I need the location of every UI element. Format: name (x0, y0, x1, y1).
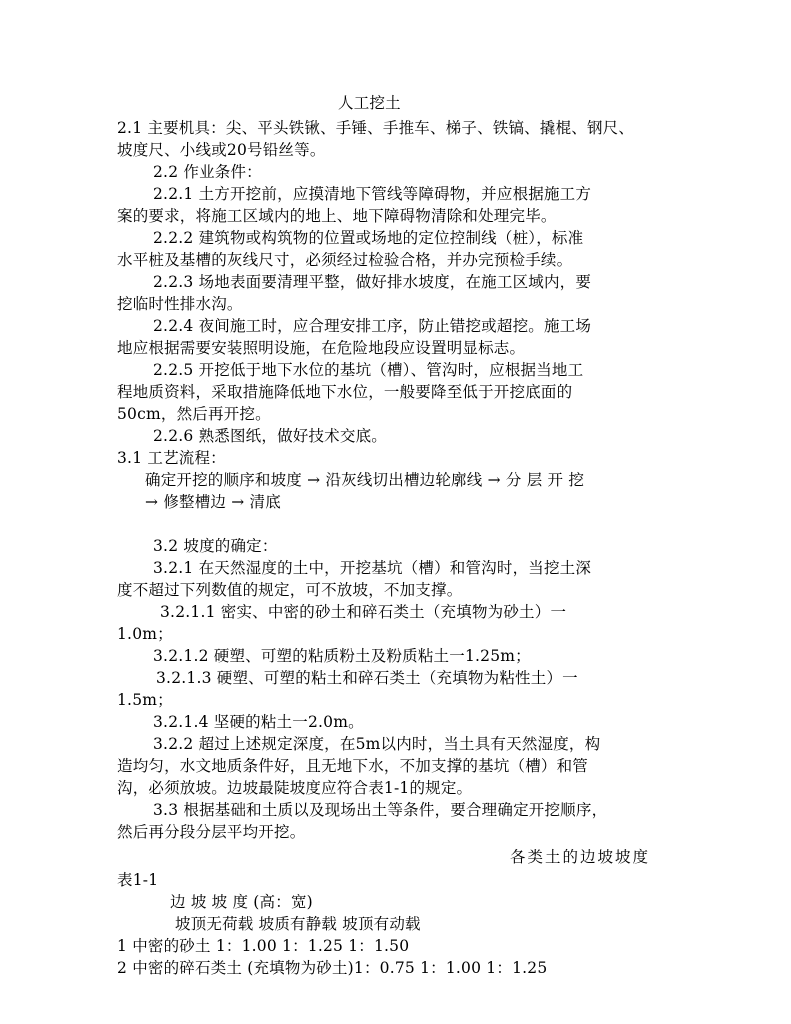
text-line: 2.2.6 熟悉图纸，做好技术交底。 (153, 427, 387, 445)
text-line: 3.2.1 在天然湿度的土中，开挖基坑（槽）和管沟时，当挖土深 (153, 559, 592, 577)
text-line: 水平桩及基槽的灰线尺寸，必须经过检验合格，并办完预检手续。 (117, 251, 573, 269)
text-line: 挖临时性排水沟。 (117, 295, 243, 313)
process-flow: 确定开挖的顺序和坡度 → 沿灰线切出槽边轮廓线 → 分 层 开 挖 (145, 471, 585, 489)
text-line: 3.2.1.2 硬塑、可塑的粘质粉土及粉质粘土一1.25m； (153, 647, 531, 665)
text-line: 沟，必须放坡。边坡最陡坡度应符合表1-1的规定。 (117, 779, 473, 797)
text-line: 地应根据需要安装照明设施，在危险地段应设置明显标志。 (117, 339, 526, 357)
text-line: 度不超过下列数值的规定，可不放坡，不加支撑。 (117, 581, 463, 599)
table-label: 表1-1 (117, 871, 159, 889)
text-line: 3.3 根据基础和土质以及现场出土等条件，要合理确定开挖顺序， (153, 801, 608, 819)
text-line: 2.2.1 土方开挖前，应摸清地下管线等障碍物，并应根据施工方 (153, 185, 592, 203)
table-header: 边 坡 坡 度 (高：宽) (170, 893, 313, 911)
text-line: 2.1 主要机具：尖、平头铁锹、手锤、手推车、梯子、铁镐、撬棍、钢尺、 (117, 119, 635, 137)
text-line: 2.2.5 开挖低于地下水位的基坑（槽）、管沟时，应根据当地工 (153, 361, 584, 379)
text-line: 1.0m； (117, 625, 173, 643)
text-line: 2.2.4 夜间施工时，应合理安排工序，防止错挖或超挖。施工场 (153, 317, 592, 335)
text-line: 3.2.1.1 密实、中密的砂土和碎石类土（充填物为砂土）一 (160, 603, 567, 621)
text-line: 然后再分段分层平均开挖。 (117, 823, 306, 841)
text-line: 3.2.2 超过上述规定深度，在5m以内时，当土具有天然湿度，构 (153, 735, 601, 753)
text-line: 3.2.1.4 坚硬的粘土一2.0m。 (153, 713, 364, 731)
process-flow: → 修整槽边 → 清底 (145, 493, 281, 511)
table-subheader: 坡顶无荷载 坡质有静载 坡顶有动载 (175, 915, 421, 933)
section-heading: 3.1 工艺流程： (117, 449, 226, 467)
text-line: 50cm，然后再开挖。 (117, 405, 271, 423)
text-line: 2.2.3 场地表面要清理平整，做好排水坡度，在施工区域内，要 (153, 273, 592, 291)
text-line: 2.2.2 建筑物或构筑物的位置或场地的定位控制线（桩），标准 (153, 229, 584, 247)
table-caption: 各类土的边坡坡度 (510, 848, 651, 866)
text-line: 3.2.1.3 硬塑、可塑的粘土和碎石类土（充填物为粘性土）一 (156, 669, 578, 687)
section-heading: 3.2 坡度的确定： (153, 537, 278, 555)
section-heading: 2.2 作业条件： (153, 163, 262, 181)
table-row: 1 中密的砂土 1：1.00 1：1.25 1：1.50 (117, 937, 410, 955)
text-line: 造均匀，水文地质条件好，且无地下水，不加支撑的基坑（槽）和管 (117, 757, 589, 775)
text-line: 程地质资料，采取措施降低地下水位，一般要降至低于开挖底面的 (117, 383, 573, 401)
table-row: 2 中密的碎石类土 (充填物为砂土)1：0.75 1：1.00 1：1.25 (117, 959, 548, 977)
text-line: 坡度尺、小线或20号铅丝等。 (117, 141, 326, 159)
text-line: 案的要求，将施工区域内的地上、地下障碍物清除和处理完毕。 (117, 207, 557, 225)
text-line: 1.5m； (117, 691, 173, 709)
page-title: 人工挖土 (338, 94, 401, 112)
